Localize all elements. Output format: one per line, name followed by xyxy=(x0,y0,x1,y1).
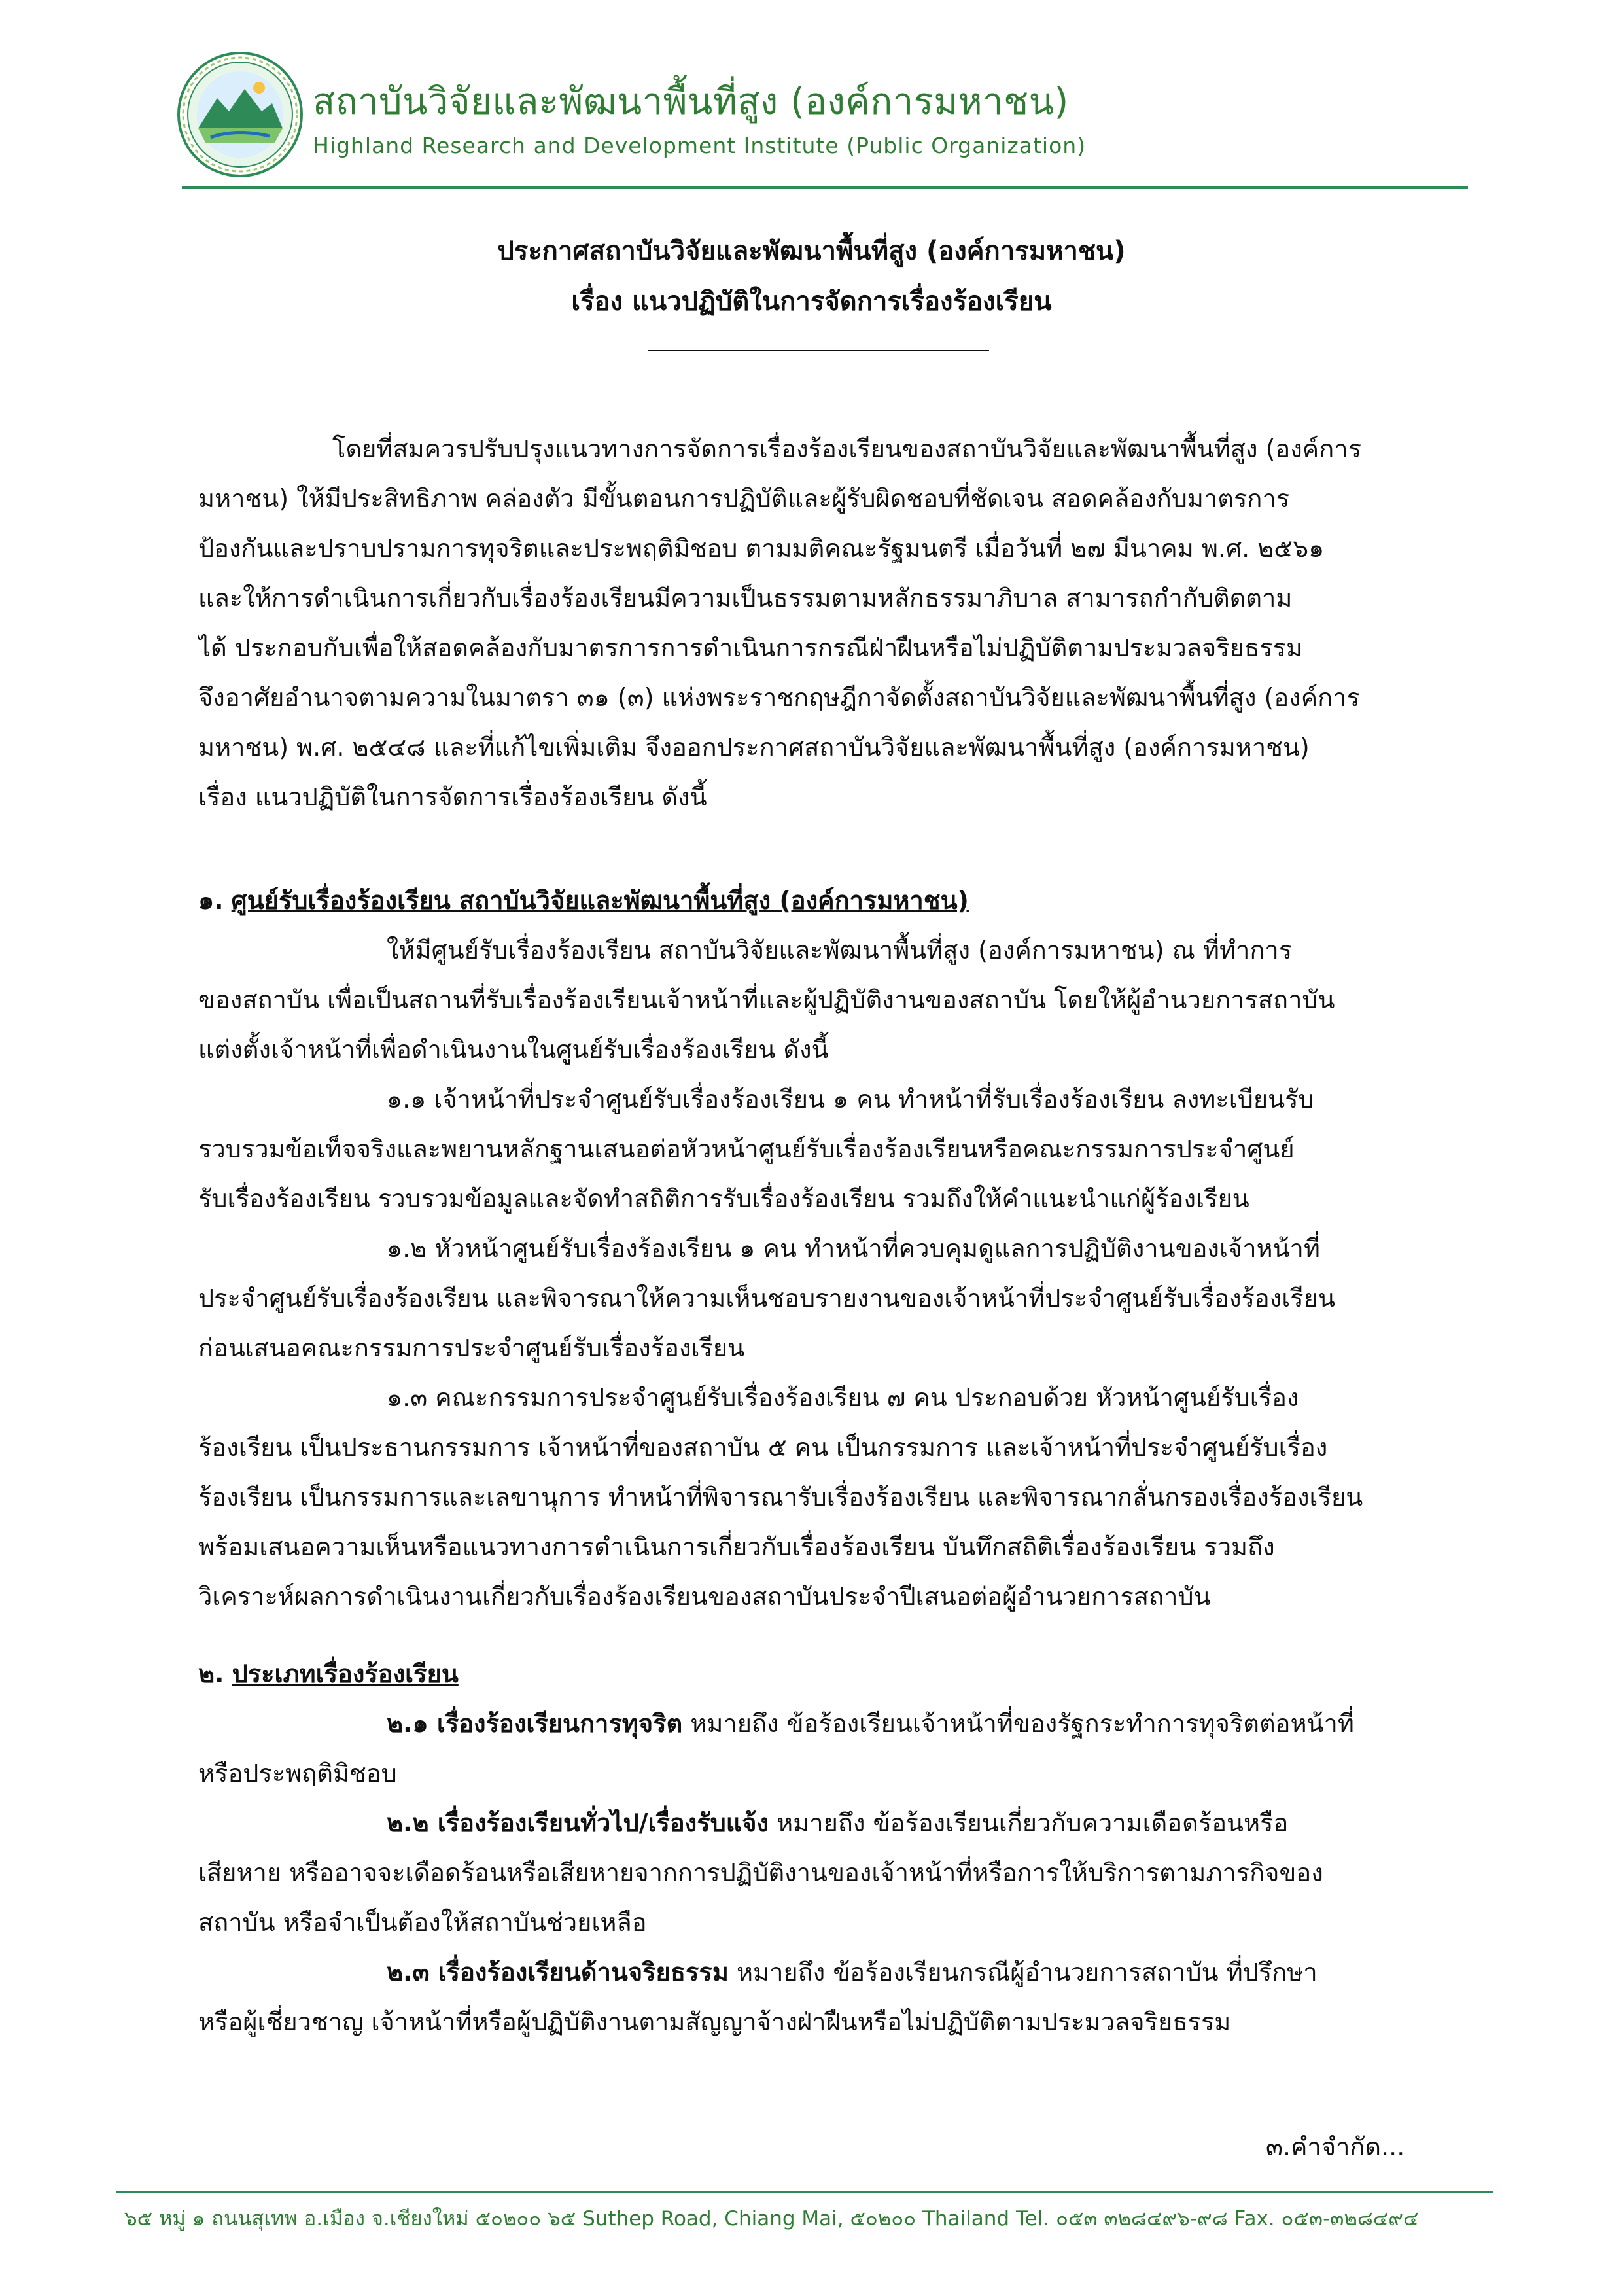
section-1 xyxy=(198,875,1441,1621)
footer-divider xyxy=(116,2191,1493,2193)
announcement-subject: เรื่อง แนวปฏิบัติในการจัดการเรื่องร้องเรียน xyxy=(571,287,1052,317)
section-2-title: ประเภทเรื่องร้องเรียน xyxy=(232,1659,459,1688)
complaint-type-definition: หมายถึง ข้อร้องเรียนเจ้าหน้าที่ของรัฐกระทำการทุจริตต่อหน้าที่ xyxy=(682,1709,1354,1738)
section-1-line: ให้มีศูนย์รับเรื่องร้องเรียน สถาบันวิจัยและพัฒนาพื้นที่สูง (องค์การมหาชน) ณ ที่ทำการ xyxy=(387,936,1293,964)
section-1-line: รวบรวมข้อเท็จจริงและพยานหลักฐานเสนอต่อหัวหน้าศูนย์รับเรื่องร้องเรียนหรือคณะกรรมการประจำศูนย์ xyxy=(198,1135,1295,1163)
intro-line: ป้องกันและปราบปรามการทุจริตและประพฤติมิชอบ ตามมติคณะรัฐมนตรี เมื่อวันที่ ๒๗ มีนาคม พ.ศ. ๒๕๖๑ xyxy=(198,534,1325,563)
institute-logo xyxy=(177,51,304,178)
section-1-line: วิเคราะห์ผลการดำเนินงานเกี่ยวกับเรื่องร้องเรียนของสถาบันประจำปีเสนอต่อผู้อำนวยการสถาบัน xyxy=(198,1582,1211,1611)
intro-line: โดยที่สมควรปรับปรุงแนวทางการจัดการเรื่องร้องเรียนของสถาบันวิจัยและพัฒนาพื้นที่สูง (องค์การ xyxy=(332,434,1361,463)
intro-line: ได้ ประกอบกับเพื่อให้สอดคล้องกับมาตรการการดำเนินการกรณีฝ่าฝืนหรือไม่ปฏิบัติตามประมวลจริยธรรม xyxy=(198,633,1303,662)
section-1-line: ๑.๓ คณะกรรมการประจำศูนย์รับเรื่องร้องเรียน ๗ คน ประกอบด้วย หัวหน้าศูนย์รับเรื่อง xyxy=(387,1383,1299,1412)
complaint-type-term: ๒.๒ เรื่องร้องเรียนทั่วไป/เรื่องรับแจ้ง xyxy=(387,1809,769,1837)
complaint-type-definition: หมายถึง ข้อร้องเรียนเกี่ยวกับความเดือดร้อนหรือ xyxy=(769,1809,1289,1837)
intro-line: มหาชน) พ.ศ. ๒๕๔๘ และที่แก้ไขเพิ่มเติม จึงออกประกาศสถาบันวิจัยและพัฒนาพื้นที่สูง (องค์การมหาชน) xyxy=(198,733,1310,762)
section-1-line: ร้องเรียน เป็นประธานกรรมการ เจ้าหน้าที่ของสถาบัน ๕ คน เป็นกรรมการ และเจ้าหน้าที่ประจำศูนย์รับเรื่อง xyxy=(198,1433,1328,1462)
org-name-english: Highland Research and Development Institute (Public Organization) xyxy=(313,133,1087,158)
section-1-line: ร้องเรียน เป็นกรรมการและเลขานุการ ทำหน้าที่พิจารณารับเรื่องร้องเรียน และพิจารณากลั่นกรองเรื่องร้องเรียน xyxy=(198,1483,1363,1511)
institute-seal-icon xyxy=(177,51,304,178)
title-underline-divider xyxy=(648,350,989,351)
section-1-line: ๑.๒ หัวหน้าศูนย์รับเรื่องร้องเรียน ๑ คน ทำหน้าที่ควบคุมดูแลการปฏิบัติงานของเจ้าหน้าที่ xyxy=(387,1234,1320,1263)
section-1-line: ของสถาบัน เพื่อเป็นสถานที่รับเรื่องร้องเรียนเจ้าหน้าที่และผู้ปฏิบัติงานของสถาบัน โดยให้ผู้อำนวยการสถาบัน xyxy=(198,985,1335,1014)
section-1-line: รับเรื่องร้องเรียน รวบรวมข้อมูลและจัดทำสถิติการรับเรื่องร้องเรียน รวมถึงให้คำแนะนำแก่ผู้ร้องเรียน xyxy=(198,1184,1249,1213)
complaint-type-line: สถาบัน หรือจำเป็นต้องให้สถาบันช่วยเหลือ xyxy=(198,1908,647,1937)
announcement-title: ประกาศสถาบันวิจัยและพัฒนาพื้นที่สูง (องค์การมหาชน) xyxy=(497,236,1126,266)
section-1-line: ประจำศูนย์รับเรื่องร้องเรียน และพิจารณาให้ความเห็นชอบรายงานของเจ้าหน้าที่ประจำศูนย์รับเรื่องร้องเรียน xyxy=(198,1284,1335,1313)
footer-address: ๖๕ หมู่ ๑ ถนนสุเทพ อ.เมือง จ.เชียงใหม่ ๕๐๒๐๐ ๖๕ Suthep Road, Chiang Mai, ๕๐๒๐๐ Thailand Tel. ๐๕๓ ๓๒๘๔๙๖-๙๘ Fax. ๐๕๓-๓๒๘๔๙๔ xyxy=(124,2207,1419,2231)
intro-paragraph xyxy=(198,424,1441,822)
complaint-type-term: ๒.๑ เรื่องร้องเรียนการทุจริต xyxy=(387,1709,683,1738)
org-name-thai: สถาบันวิจัยและพัฒนาพื้นที่สูง (องค์การมหาชน) xyxy=(313,80,1069,123)
section-1-number: ๑. xyxy=(198,886,224,915)
continuation-marker: ๓.คำจำกัด... xyxy=(1266,2132,1405,2161)
intro-line: และให้การดำเนินการเกี่ยวกับเรื่องร้องเรียนมีความเป็นธรรมตามหลักธรรมาภิบาล สามารถกำกับติดตาม xyxy=(198,584,1293,612)
intro-line: เรื่อง แนวปฏิบัติในการจัดการเรื่องร้องเรียน ดังนี้ xyxy=(198,783,707,811)
section-1-line: ๑.๑ เจ้าหน้าที่ประจำศูนย์รับเรื่องร้องเรียน ๑ คน ทำหน้าที่รับเรื่องร้องเรียน ลงทะเบียนรับ xyxy=(387,1085,1314,1114)
complaint-type-line: หรือประพฤติมิชอบ xyxy=(198,1759,397,1788)
complaint-type-item xyxy=(198,1798,1441,1848)
intro-line: จึงอาศัยอำนาจตามความในมาตรา ๓๑ (๓) แห่งพระราชกฤษฎีกาจัดตั้งสถาบันวิจัยและพัฒนาพื้นที่สูง (องค์การ xyxy=(198,683,1360,712)
complaint-type-item xyxy=(198,1699,1441,1748)
section-1-line: แต่งตั้งเจ้าหน้าที่เพื่อดำเนินงานในศูนย์รับเรื่องร้องเรียน ดังนี้ xyxy=(198,1035,829,1064)
section-1-title: ศูนย์รับเรื่องร้องเรียน สถาบันวิจัยและพัฒนาพื้นที่สูง (องค์การมหาชน) xyxy=(231,886,969,915)
section-1-heading xyxy=(198,875,1441,925)
section-2 xyxy=(198,1649,1441,2047)
complaint-type-definition: หมายถึง ข้อร้องเรียนกรณีผู้อำนวยการสถาบัน ที่ปรึกษา xyxy=(728,1958,1318,1987)
section-2-heading xyxy=(198,1649,1441,1699)
complaint-type-term: ๒.๓ เรื่องร้องเรียนด้านจริยธรรม xyxy=(387,1958,729,1987)
complaint-type-item xyxy=(198,1947,1441,1997)
complaint-type-line: เสียหาย หรืออาจจะเดือดร้อนหรือเสียหายจากการปฏิบัติงานของเจ้าหน้าที่หรือการให้บริการตามภารกิจของ xyxy=(198,1858,1323,1887)
complaint-type-line: หรือผู้เชี่ยวชาญ เจ้าหน้าที่หรือผู้ปฏิบัติงานตามสัญญาจ้างฝ่าฝืนหรือไม่ปฏิบัติตามประมวลจริยธรรม xyxy=(198,2007,1231,2036)
section-1-line: ก่อนเสนอคณะกรรมการประจำศูนย์รับเรื่องร้องเรียน xyxy=(198,1333,745,1362)
intro-line: มหาชน) ให้มีประสิทธิภาพ คล่องตัว มีขั้นตอนการปฏิบัติและผู้รับผิดชอบที่ชัดเจน สอดคล้องกับมาตรการ xyxy=(198,484,1290,513)
header-divider xyxy=(182,186,1468,189)
section-2-number: ๒. xyxy=(198,1659,224,1688)
section-1-line: พร้อมเสนอความเห็นหรือแนวทางการดำเนินการเกี่ยวกับเรื่องร้องเรียน บันทึกสถิติเรื่องร้องเรียน รวมถึง xyxy=(198,1532,1275,1561)
